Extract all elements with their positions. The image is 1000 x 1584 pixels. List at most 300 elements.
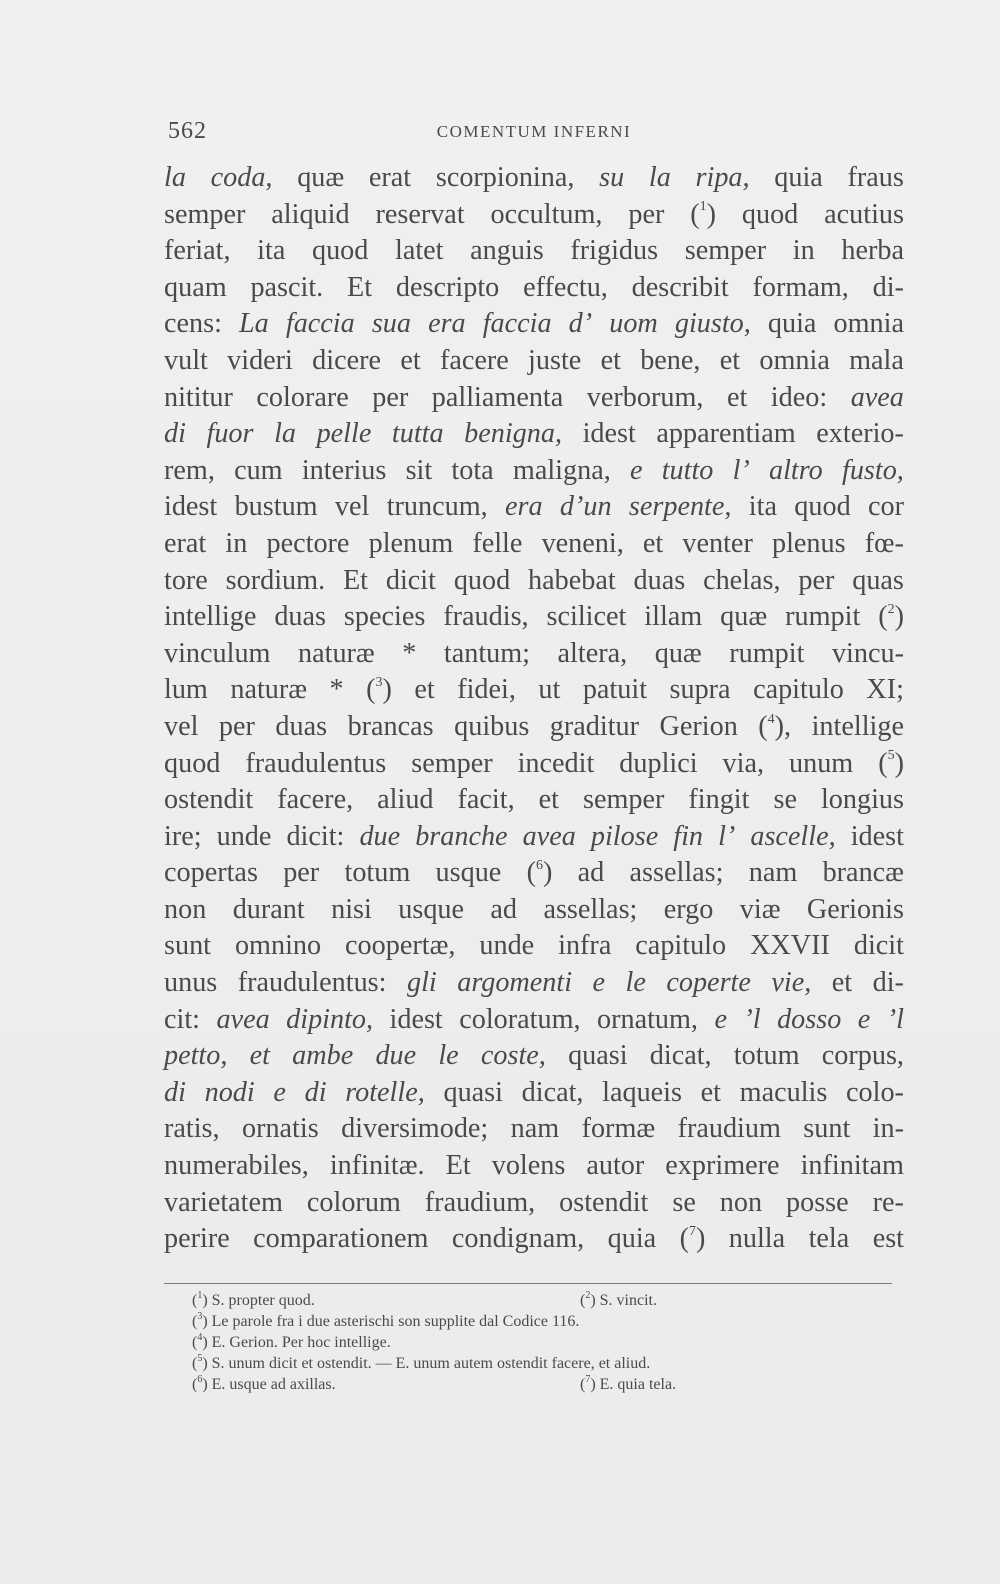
word: fraudis, [443,601,529,633]
word: per [283,857,320,889]
word: frigidus [570,235,659,267]
footnote-ref: 1 [699,199,707,215]
footnote-ref: 6 [535,857,543,873]
word: patuit [582,674,648,706]
word: omnino [234,930,322,962]
footnote-row [192,1332,882,1353]
word: di- [872,967,904,999]
word: acutius [824,198,904,230]
word: maculis [739,1076,828,1108]
word: XXVII [750,930,830,962]
word: se [773,784,797,816]
word: totum [344,857,411,889]
text-line [164,599,904,636]
body-text [164,160,904,1258]
word: et [642,527,664,559]
word: ascelle, [750,820,836,852]
word: condignam, [451,1223,585,1255]
word: omnia [759,344,830,376]
word: cit: [164,1003,201,1035]
footnote-text: S. unum dicit et ostendit. — E. unum autem ostendit facere, et aliud. [211,1355,651,1372]
word: rumpit [785,601,861,633]
word: avea [850,381,904,413]
word: totum [733,1040,800,1072]
word: vult [164,344,208,376]
word: aliquid [271,198,350,230]
text-line [164,1075,904,1112]
word: naturæ [230,674,308,706]
word: vel [334,491,370,523]
word: quia [774,162,823,193]
word: illam [644,601,703,633]
word: sua [371,308,411,340]
footnote-number: 2 [585,1289,591,1301]
word: ornatum, [597,1003,698,1035]
footnote-text: S. propter quod. [211,1292,315,1309]
word: dipinto, [286,1003,374,1035]
word: ($^2$) [878,601,904,633]
word: longius [820,784,904,816]
word: le [625,967,646,999]
word: in [225,527,248,559]
word: tela [808,1223,850,1255]
word: argomenti [457,967,573,999]
word: vie, [771,967,812,999]
footnote-number: 6 [197,1373,203,1385]
word: dicat, [521,1076,584,1108]
word: fin [673,820,704,852]
word: latet [395,235,444,267]
word: idest [389,1003,443,1035]
word: di [164,418,186,450]
word: due [375,1040,417,1072]
word: bustum [234,491,318,523]
word: plenus [772,527,846,559]
word: omnia [833,308,904,340]
page-number: 562 [168,118,207,144]
word: ($^7$) [679,1223,706,1255]
text-line [164,636,904,673]
word: ornatis [241,1113,319,1145]
word: apparentiam [656,418,796,450]
word: formam, [752,271,849,303]
word: per [372,381,409,413]
word: semper [582,784,665,816]
footnote: ($^1$) S. propter quod. [192,1289,315,1309]
word: quod [741,198,799,230]
footnote-number: 5 [197,1352,203,1364]
word: e [273,1076,286,1108]
word: non [719,1186,763,1218]
text-line [164,892,904,929]
word: vel [164,710,199,742]
word: duplici [619,747,698,779]
footnote-rule [164,1283,892,1284]
text-line [164,489,904,526]
word: quod [794,491,851,523]
word: Et [342,564,369,596]
word: ratis, [164,1113,220,1145]
word: nititur [164,381,233,413]
footnote-number: 7 [585,1373,591,1385]
text-line [164,416,904,453]
word: nam [748,857,798,889]
footnote: ($^4$) E. Gerion. Per hoc intellige. [192,1331,391,1351]
word: perire [164,1223,230,1255]
word: quas [852,564,904,596]
word: semper [164,198,246,230]
word: durant [232,893,305,925]
word: copertas [164,857,258,889]
footnote: ($^3$) Le parole fra i due asterischi son supplite dal Codice 116. [192,1310,580,1330]
word: felle [472,527,523,559]
word: facere, [277,784,354,816]
word: la [274,418,296,450]
word: et [831,967,853,999]
word: d’ [568,308,593,340]
text-line [164,270,904,307]
word: pilose [590,820,659,852]
word: assellas; [543,893,638,925]
footnote-text: E. usque ad axillas. [211,1376,336,1393]
text-line [164,709,904,746]
text-line [164,380,904,417]
word: quasi [568,1040,628,1072]
word: habebat [528,564,616,596]
footnote-ref: 7 [688,1223,696,1239]
word: et [726,381,748,413]
word: tutto [661,454,714,486]
word: e [629,454,643,486]
footnote-number: 3 [197,1310,203,1322]
footnote-text: E. Gerion. Per hoc intellige. [211,1334,391,1351]
word: pascit. [250,271,324,303]
word: rumpit [729,637,805,669]
word: serpente, [628,491,732,523]
word: brancæ [822,857,904,889]
word: in [792,235,815,267]
word: varietatem [164,1186,283,1218]
word: ’l [886,1003,904,1035]
text-line [164,306,904,343]
word: altro [769,454,823,486]
text-line [164,855,904,892]
word: usque [398,893,465,925]
word: faccia [285,308,355,340]
footnote-ref: 4 [767,711,775,727]
word: ergo [663,893,714,925]
word: videri [227,344,293,376]
word: ($^5$) [878,747,904,779]
text-line [164,746,904,783]
footnote: ($^7$) E. quia tela. [580,1373,677,1393]
footnote: ($^5$) S. unum dicit et ostendit. — E. unum autem ostendit facere, et aliud. [192,1352,651,1372]
word: descripto [395,271,500,303]
word: ut [538,674,561,706]
word: dicit: [286,820,345,852]
word: fraudium [677,1113,781,1145]
word: * [329,674,344,706]
word: verborum, [586,381,704,413]
word: e [592,967,606,999]
word: quia [767,308,817,340]
word: sunt [164,930,211,962]
word: formæ [581,1113,656,1145]
word: dosso [777,1003,842,1035]
word: semper [411,747,493,779]
word: quibus [454,710,530,742]
word: ideo: [770,381,828,413]
word: gli [406,967,437,999]
word: ita [748,491,777,523]
word: quod [164,747,221,779]
word: comparationem [253,1223,429,1255]
word: nam [510,1113,560,1145]
word: ($^3$) [366,674,392,706]
word: facere [439,344,509,376]
word: avea [522,820,576,852]
word: fraudulentus [245,747,387,779]
word: interius [301,454,387,486]
word: rotelle, [345,1076,425,1108]
word: e [857,1003,871,1035]
word: usque [435,857,502,889]
text-line [164,782,904,819]
footnote-ref: 5 [887,748,895,764]
word: incedit [517,747,595,779]
word: di- [872,271,904,303]
word: d’un [559,491,612,523]
word: vincu- [831,637,904,669]
word: quæ [654,637,702,669]
text-line [164,343,904,380]
word: per [218,710,255,742]
word: vinculum [164,637,271,669]
word: branche [415,820,508,852]
word: fidei, [457,674,516,706]
word: Gerionis [806,893,904,925]
text-line [164,1111,904,1148]
text-line [164,1221,904,1258]
word: La [239,308,269,340]
word: sit [405,454,433,486]
footnote-text: E. quia tela. [599,1376,677,1393]
word: et [414,674,435,706]
word: infinitæ. [329,1150,425,1182]
word: avea [216,1003,270,1035]
word: unus [164,967,218,999]
word: anguis [470,235,544,267]
word: due [359,820,401,852]
word: et [400,344,421,376]
word: fraus [847,162,904,193]
word: fusto, [841,454,904,486]
word: diversimode; [341,1113,489,1145]
word: cum [234,454,283,486]
word: herba [841,235,904,267]
word: fœ- [864,527,904,559]
word: la [648,162,671,193]
word: tota [451,454,494,486]
word: exprimere [665,1150,780,1182]
footnote-text: Le parole fra i due asterischi son supplite dal Codice 116. [211,1313,580,1330]
word: cor [868,491,904,523]
word: supra [669,674,731,706]
word: e [714,1003,727,1035]
word: per [628,198,665,230]
footnote-row [192,1374,882,1395]
text-line [164,1148,904,1185]
word: colo- [846,1076,904,1108]
word: di [164,1076,186,1108]
word: colorare [256,381,349,413]
word: dicat, [649,1040,712,1072]
footnote-row [192,1311,882,1332]
word: palliamenta [431,381,564,413]
word: et [600,344,621,376]
footnote: ($^2$) S. vincit. [580,1289,657,1309]
word: bene, [640,344,701,376]
word: describit [631,271,729,303]
word: su [599,162,625,193]
word: brancas [347,710,434,742]
word: dicit [385,564,436,596]
word: capitulo [753,674,844,706]
word: feriat, [164,235,231,267]
text-line [164,197,904,234]
footnotes [192,1290,882,1395]
word: l’ [732,454,750,486]
word: quæ [297,162,345,193]
word: plenum [368,527,454,559]
word: tantum; [443,637,531,669]
footnote-ref: 2 [887,601,895,617]
running-title: COMENTUM INFERNI [436,122,632,141]
word: reservat [375,198,465,230]
word: l’ [718,820,736,852]
word: ire; [164,820,202,852]
word: nisi [331,893,372,925]
word: fuor [206,418,254,450]
word: fraudulentus: [237,967,387,999]
word: re- [872,1186,904,1218]
word: ambe [292,1040,354,1072]
text-line [164,819,904,856]
word: et [700,1076,721,1108]
word: pectore [266,527,350,559]
word: coloratum, [459,1003,581,1035]
word: ($^1$) [690,198,717,230]
word: petto, [164,1040,228,1072]
word: erat [368,162,412,193]
word: viæ [739,893,781,925]
word: semper [684,235,767,267]
text-line [164,672,904,709]
word: idest [164,491,218,523]
word: autor [586,1150,645,1182]
text-line [164,1038,904,1075]
word: lum [164,674,208,706]
word: * [402,637,417,669]
word: duas [275,710,328,742]
word: erat [164,527,207,559]
word: naturæ [298,637,375,669]
footnote-text: S. vincit. [599,1292,657,1309]
word: scilicet [546,601,627,633]
text-line [164,453,904,490]
word: giusto, [674,308,751,340]
word: unde [479,930,535,962]
word: Et [347,271,373,303]
word: XI; [866,674,904,706]
footnote-row [192,1290,882,1311]
word: in- [872,1113,904,1145]
word: tutta [391,418,444,450]
word: exterio- [816,418,904,450]
word: faccia [482,308,552,340]
word: corpus, [821,1040,904,1072]
word: ripa, [695,162,750,193]
word: infra [558,930,612,962]
word: era [428,308,466,340]
word: per [798,564,835,596]
word: volens [491,1150,566,1182]
word: le [438,1040,459,1072]
word: species [343,601,426,633]
word: venter [682,527,753,559]
word: non [164,893,207,925]
word: graditur [549,710,640,742]
word: cens: [164,308,222,340]
word: juste [528,344,582,376]
footnote-ref: 3 [375,674,383,690]
word: quod [311,235,369,267]
text-line [164,160,904,197]
word: mala [849,344,904,376]
word: scorpionina, [435,162,575,193]
word: capitulo [635,930,727,962]
word: unde [216,820,272,852]
page-header [168,118,900,150]
word: dicit [853,930,904,962]
word: duas [633,564,686,596]
word: unum [789,747,854,779]
word: maligna, [512,454,611,486]
word: fingit [688,784,750,816]
word: assellas; [629,857,724,889]
word: ostendit [164,784,254,816]
word: et [719,344,741,376]
word: quia [607,1223,657,1255]
word: era [505,491,543,523]
word: fraudium, [424,1186,536,1218]
word: ($^4$), [758,710,792,742]
text-line [164,563,904,600]
word: facit, [457,784,515,816]
word: et [538,784,559,816]
word: idest [582,418,636,450]
text-line [164,1185,904,1222]
word: effectu, [523,271,608,303]
text-line [164,928,904,965]
word: via, [722,747,765,779]
text-line [164,526,904,563]
word: ad [490,893,518,925]
word: di [304,1076,327,1108]
word: sordium. [225,564,326,596]
word: ($^6$) [526,857,553,889]
footnote: ($^6$) E. usque ad axillas. [192,1373,336,1393]
